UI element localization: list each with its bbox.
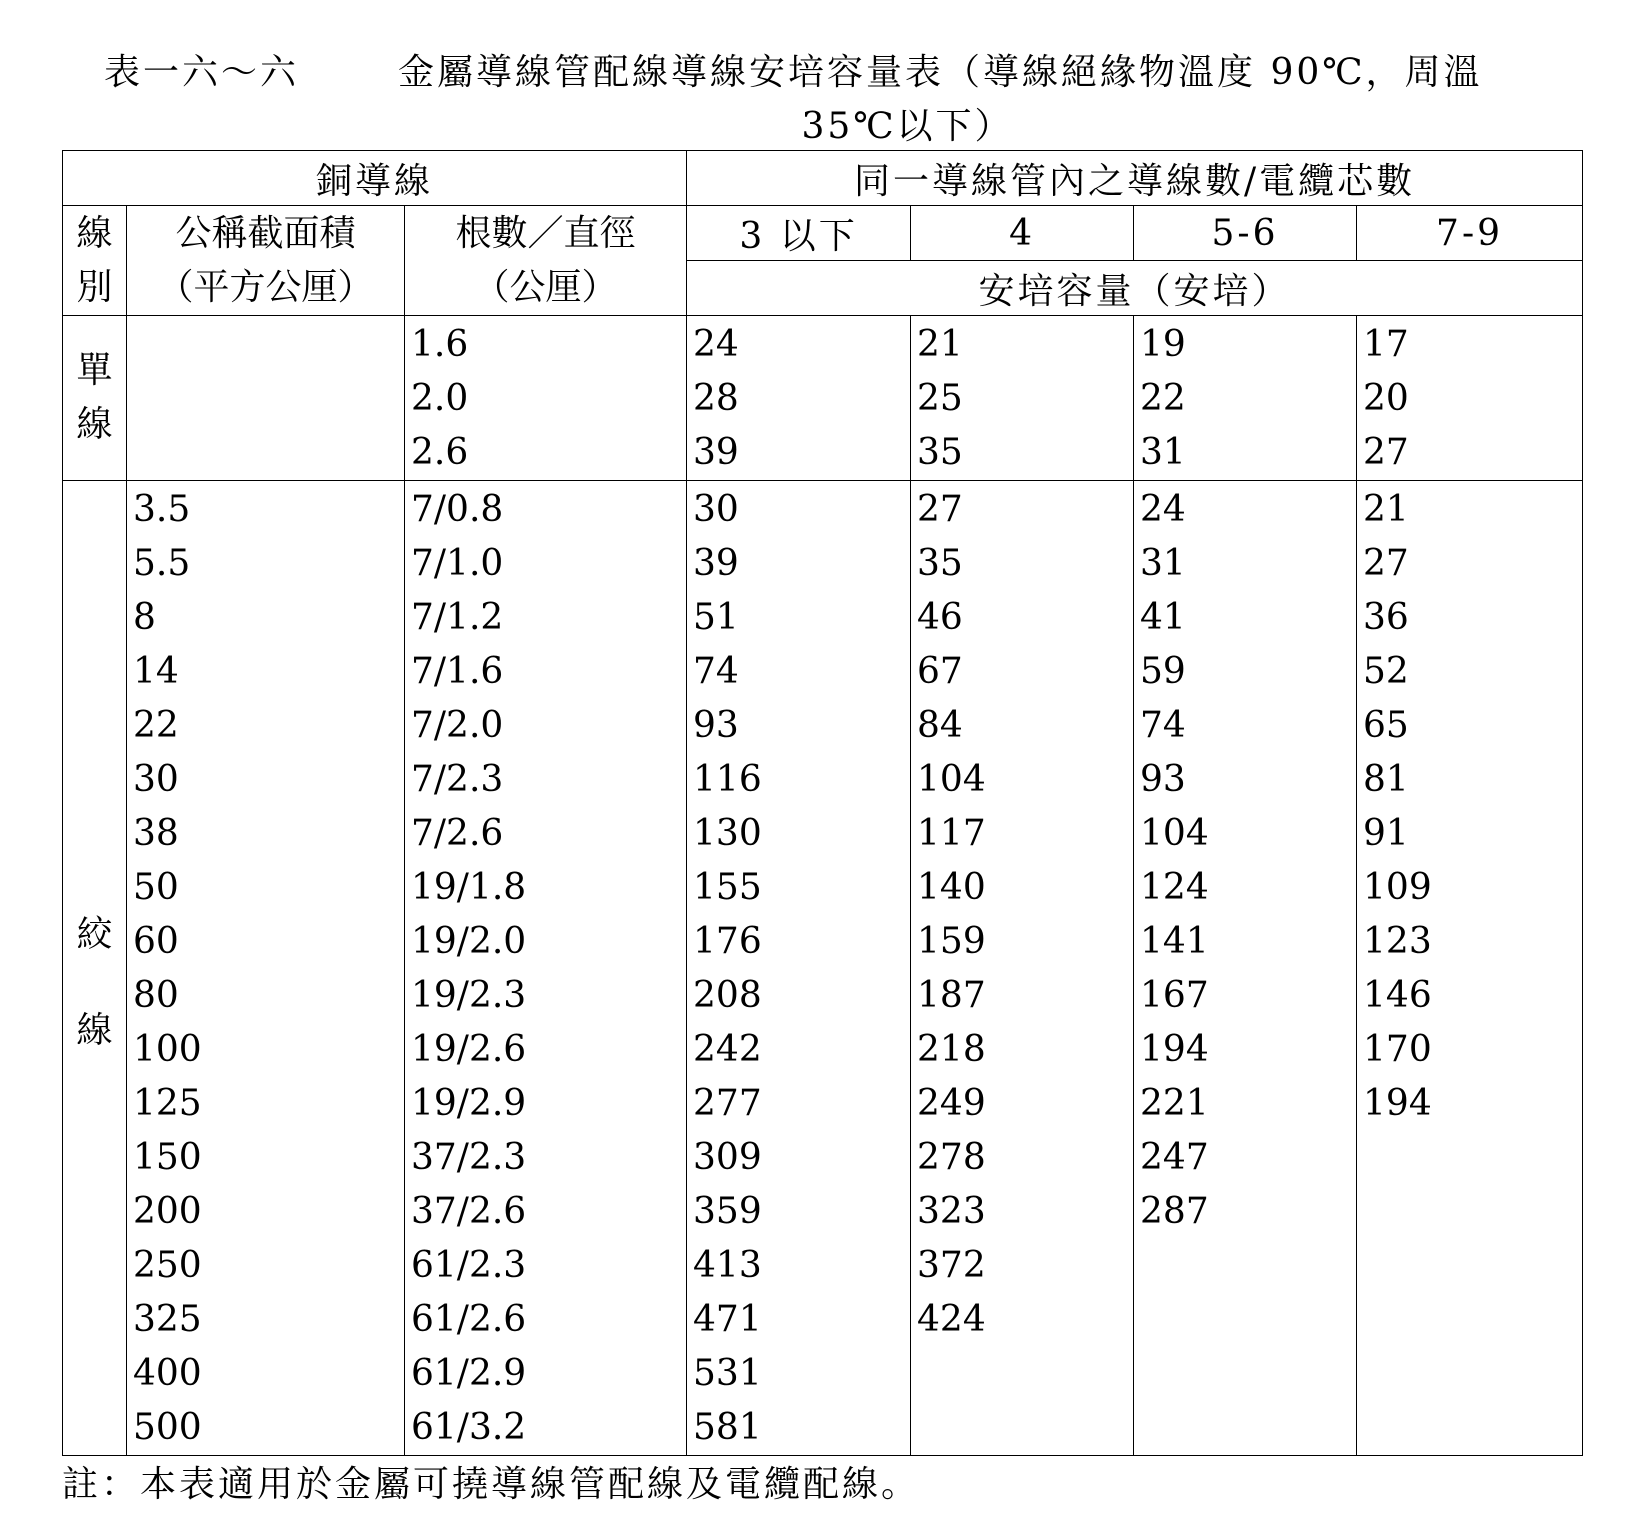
table-cell-value: 19/1.8 <box>411 867 527 908</box>
table-cell-value: 7/2.3 <box>411 759 504 800</box>
table-cell-value: 242 <box>693 1029 762 1070</box>
table-title <box>0 44 1635 94</box>
table-cell-value: 531 <box>693 1353 762 1394</box>
header-ampacity: 安培容量（安培） <box>687 261 1583 316</box>
stranded-strands <box>405 481 687 1456</box>
table-cell-value: 61/3.2 <box>411 1407 527 1448</box>
table-number: 表一六～六 <box>104 52 300 93</box>
table-cell-value: 93 <box>693 705 739 746</box>
header-col-4: 4 <box>911 206 1134 261</box>
ampacity-table <box>62 150 1583 1456</box>
table-cell-value: 21 <box>917 324 963 365</box>
table-cell-value: 309 <box>693 1137 762 1178</box>
table-cell-value: 413 <box>693 1245 762 1286</box>
table-cell-value: 38 <box>133 813 179 854</box>
table-cell-value: 325 <box>133 1299 202 1340</box>
table-cell-value: 155 <box>693 867 762 908</box>
table-cell-value: 67 <box>917 651 963 692</box>
table-cell-value: 27 <box>1363 543 1409 584</box>
table-cell-value: 150 <box>133 1137 202 1178</box>
table-cell-value: 52 <box>1363 651 1409 692</box>
table-cell-value: 247 <box>1140 1137 1209 1178</box>
solid-amp-3 <box>687 316 911 481</box>
table-cell-value: 37/2.6 <box>411 1191 527 1232</box>
table-cell-value: 176 <box>693 921 762 962</box>
stranded-amp-7-9 <box>1357 481 1583 1456</box>
table-cell-value: 41 <box>1140 597 1186 638</box>
table-cell-value: 3.5 <box>133 489 191 530</box>
table-cell-value: 51 <box>693 597 739 638</box>
table-cell-value: 5.5 <box>133 543 191 584</box>
table-cell-value: 170 <box>1363 1029 1432 1070</box>
header-strands-diameter-unit: （公厘） <box>473 266 618 308</box>
table-cell-value: 25 <box>917 378 963 419</box>
table-cell-value: 200 <box>133 1191 202 1232</box>
table-cell-value: 581 <box>693 1407 762 1448</box>
table-cell-value: 104 <box>1140 813 1209 854</box>
solid-amp-7-9 <box>1357 316 1583 481</box>
stranded-areas <box>127 481 405 1456</box>
table-cell-value: 277 <box>693 1083 762 1124</box>
table-cell-value: 124 <box>1140 867 1209 908</box>
table-cell-value: 323 <box>917 1191 986 1232</box>
table-cell-value: 31 <box>1140 432 1186 473</box>
table-cell-value: 471 <box>693 1299 762 1340</box>
table-cell-value: 7/1.0 <box>411 543 504 584</box>
table-cell-value: 218 <box>917 1029 986 1070</box>
table-cell-value: 19/2.0 <box>411 921 527 962</box>
table-cell-value: 140 <box>917 867 986 908</box>
table-cell-value: 208 <box>693 975 762 1016</box>
table-cell-value: 39 <box>693 432 739 473</box>
table-cell-value: 187 <box>917 975 986 1016</box>
table-cell-value: 74 <box>1140 705 1186 746</box>
solid-amp-5-6 <box>1134 316 1357 481</box>
table-cell-value: 50 <box>133 867 179 908</box>
table-cell-value: 65 <box>1363 705 1409 746</box>
table-cell-value: 84 <box>917 705 963 746</box>
table-cell-value: 30 <box>133 759 179 800</box>
table-cell-value: 1.6 <box>411 324 469 365</box>
solid-area-cell <box>127 316 405 481</box>
stranded-wire-label <box>63 481 127 1456</box>
table-cell-value: 159 <box>917 921 986 962</box>
solid-wire-label-text: 單 線 <box>76 350 113 445</box>
table-cell-value: 19/2.9 <box>411 1083 527 1124</box>
table-cell-value: 35 <box>917 543 963 584</box>
table-cell-value: 27 <box>1363 432 1409 473</box>
table-cell-value: 400 <box>133 1353 202 1394</box>
table-cell-value: 14 <box>133 651 179 692</box>
table-cell-value: 17 <box>1363 324 1409 365</box>
table-cell-value: 93 <box>1140 759 1186 800</box>
table-cell-value: 359 <box>693 1191 762 1232</box>
table-cell-value: 19 <box>1140 324 1186 365</box>
table-cell-value: 109 <box>1363 867 1432 908</box>
solid-wire-label <box>63 316 127 481</box>
table-cell-value: 81 <box>1363 759 1409 800</box>
header-col-5-6: 5-6 <box>1134 206 1357 261</box>
header-col-3-or-less: 3 以下 <box>687 206 911 261</box>
table-cell-value: 424 <box>917 1299 986 1340</box>
table-cell-value: 194 <box>1140 1029 1209 1070</box>
table-cell-value: 7/1.6 <box>411 651 504 692</box>
table-cell-value: 39 <box>693 543 739 584</box>
table-cell-value: 2.0 <box>411 378 469 419</box>
table-cell-value: 91 <box>1363 813 1409 854</box>
stranded-amp-3 <box>687 481 911 1456</box>
table-cell-value: 35 <box>917 432 963 473</box>
table-cell-value: 30 <box>693 489 739 530</box>
table-cell-value: 104 <box>917 759 986 800</box>
stranded-wire-label-text: 絞 線 <box>76 914 113 1051</box>
table-cell-value: 7/2.0 <box>411 705 504 746</box>
table-cell-value: 500 <box>133 1407 202 1448</box>
stranded-amp-4 <box>911 481 1134 1456</box>
header-col-7-9: 7-9 <box>1357 206 1583 261</box>
table-cell-value: 167 <box>1140 975 1209 1016</box>
table-title-line1: 金屬導線管配線導線安培容量表（導線絕緣物溫度 90℃，周溫 <box>398 52 1483 93</box>
header-copper-wire: 銅導線 <box>63 151 687 206</box>
table-cell-value: 278 <box>917 1137 986 1178</box>
table-cell-value: 146 <box>1363 975 1432 1016</box>
table-cell-value: 46 <box>917 597 963 638</box>
header-nominal-area-label: 公稱截面積 <box>175 212 356 254</box>
table-cell-value: 27 <box>917 489 963 530</box>
table-cell-value: 61/2.6 <box>411 1299 527 1340</box>
header-conductor-count: 同一導線管內之導線數/電纜芯數 <box>687 151 1583 206</box>
table-cell-value: 249 <box>917 1083 986 1124</box>
table-cell-value: 141 <box>1140 921 1209 962</box>
table-cell-value: 100 <box>133 1029 202 1070</box>
table-note: 註：本表適用於金屬可撓導線管配線及電纜配線。 <box>62 1464 921 1505</box>
table-cell-value: 31 <box>1140 543 1186 584</box>
table-title-line2: 35℃以下） <box>801 106 1014 147</box>
table-cell-value: 80 <box>133 975 179 1016</box>
table-cell-value: 22 <box>133 705 179 746</box>
header-nominal-area-unit: （平方公厘） <box>157 266 374 308</box>
table-cell-value: 125 <box>133 1083 202 1124</box>
table-cell-value: 21 <box>1363 489 1409 530</box>
table-cell-value: 130 <box>693 813 762 854</box>
table-cell-value: 8 <box>133 597 156 638</box>
solid-diameters <box>405 316 687 481</box>
table-cell-value: 123 <box>1363 921 1432 962</box>
table-cell-value: 221 <box>1140 1083 1209 1124</box>
table-cell-value: 117 <box>917 813 986 854</box>
header-strands-diameter-label: 根數／直徑 <box>455 212 636 254</box>
table-cell-value: 37/2.3 <box>411 1137 527 1178</box>
table-cell-value: 36 <box>1363 597 1409 638</box>
table-cell-value: 7/2.6 <box>411 813 504 854</box>
table-cell-value: 24 <box>693 324 739 365</box>
table-cell-value: 74 <box>693 651 739 692</box>
header-strands-diameter <box>405 206 687 316</box>
table-cell-value: 250 <box>133 1245 202 1286</box>
table-cell-value: 19/2.3 <box>411 975 527 1016</box>
table-cell-value: 287 <box>1140 1191 1209 1232</box>
table-cell-value: 22 <box>1140 378 1186 419</box>
stranded-amp-5-6 <box>1134 481 1357 1456</box>
header-wire-type <box>63 206 127 316</box>
header-wire-type-text: 線 別 <box>76 212 113 308</box>
table-cell-value: 28 <box>693 378 739 419</box>
table-cell-value: 7/0.8 <box>411 489 504 530</box>
table-cell-value: 194 <box>1363 1083 1432 1124</box>
table-cell-value: 60 <box>133 921 179 962</box>
table-cell-value: 2.6 <box>411 432 469 473</box>
table-cell-value: 24 <box>1140 489 1186 530</box>
table-cell-value: 59 <box>1140 651 1186 692</box>
header-nominal-area <box>127 206 405 316</box>
solid-amp-4 <box>911 316 1134 481</box>
table-cell-value: 20 <box>1363 378 1409 419</box>
table-cell-value: 7/1.2 <box>411 597 504 638</box>
table-cell-value: 61/2.3 <box>411 1245 527 1286</box>
table-cell-value: 19/2.6 <box>411 1029 527 1070</box>
table-cell-value: 116 <box>693 759 762 800</box>
table-cell-value: 61/2.9 <box>411 1353 527 1394</box>
table-cell-value: 372 <box>917 1245 986 1286</box>
